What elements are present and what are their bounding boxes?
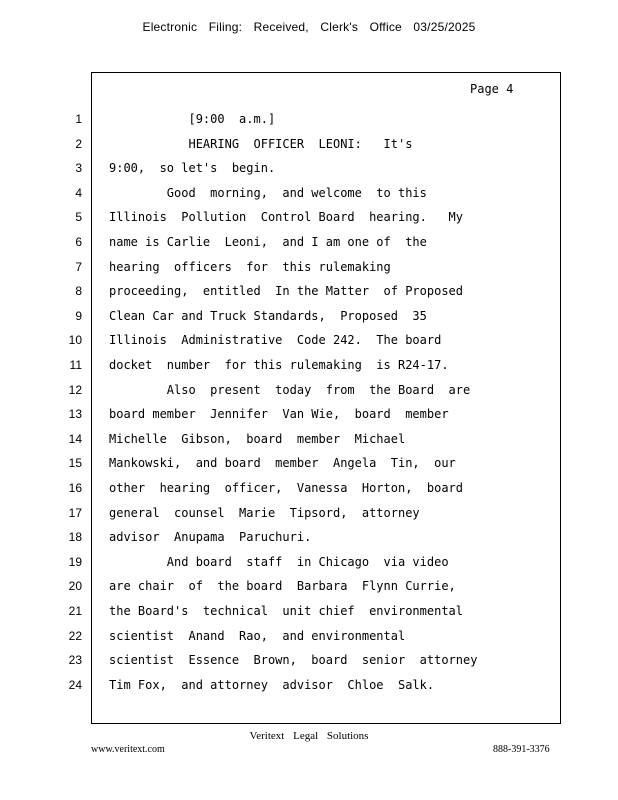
line-number: 14 <box>68 431 82 446</box>
transcript-line <box>0 481 618 501</box>
line-number: 24 <box>68 677 82 692</box>
line-text: advisor Anupama Paruchuri. <box>109 530 312 545</box>
transcript-line <box>0 407 618 427</box>
line-text: [9:00 a.m.] <box>109 112 276 126</box>
line-text: are chair of the board Barbara Flynn Currie, <box>109 579 456 594</box>
line-text: Mankowski, and board member Angela Tin, our <box>109 456 456 471</box>
transcript-line <box>0 579 618 599</box>
line-text: Illinois Administrative Code 242. The board <box>109 333 442 348</box>
transcript-line <box>0 186 618 206</box>
line-text: proceeding, entitled In the Matter of Proposed <box>109 284 464 299</box>
line-text: scientist Essence Brown, board senior attorney <box>109 653 478 668</box>
filing-header: Electronic Filing: Received, Clerk's Office 03/25/2025 <box>142 20 476 34</box>
line-text: Michelle Gibson, board member Michael <box>109 431 406 446</box>
footer-company: Veritext Legal Solutions <box>249 730 369 742</box>
line-number: 13 <box>68 407 82 422</box>
transcript-line <box>0 604 618 624</box>
line-text: Good morning, and welcome to this <box>109 185 427 200</box>
line-number: 11 <box>69 358 82 372</box>
line-number: 21 <box>68 604 82 618</box>
transcript-line <box>0 260 618 280</box>
line-number: 7 <box>75 259 82 274</box>
page-number: Page 4 <box>470 82 514 96</box>
line-number: 19 <box>68 554 82 569</box>
transcript-line <box>0 235 618 255</box>
line-number: 1 <box>75 112 82 126</box>
line-text: the Board's technical unit chief environmental <box>109 604 464 618</box>
transcript-line <box>0 284 618 304</box>
line-number: 8 <box>75 284 82 299</box>
line-text: Tim Fox, and attorney advisor Chloe Salk. <box>109 677 435 692</box>
transcript-line <box>0 629 618 649</box>
line-number: 15 <box>68 456 82 471</box>
line-number: 20 <box>68 579 82 594</box>
transcript-line <box>0 137 618 157</box>
transcript-line <box>0 653 618 673</box>
transcript-line <box>0 383 618 403</box>
transcript-line <box>0 456 618 476</box>
transcript-line <box>0 530 618 550</box>
line-text: hearing officers for this rulemaking <box>109 259 391 274</box>
line-number: 4 <box>75 185 82 200</box>
line-text: Illinois Pollution Control Board hearing. My <box>109 210 464 225</box>
transcript-line <box>0 161 618 181</box>
line-text: HEARING OFFICER LEONI: It's <box>109 136 413 151</box>
line-text: Clean Car and Truck Standards, Proposed 35 <box>109 308 427 323</box>
transcript-line <box>0 112 618 132</box>
line-number: 10 <box>68 333 82 348</box>
line-number: 2 <box>75 136 82 151</box>
line-number: 12 <box>68 382 82 397</box>
line-text: other hearing officer, Vanessa Horton, board <box>109 481 464 495</box>
line-number: 17 <box>68 505 82 520</box>
line-number: 9 <box>75 308 82 323</box>
footer-phone: 888-391-3376 <box>493 744 550 755</box>
line-text: name is Carlie Leoni, and I am one of the <box>109 235 427 249</box>
line-number: 16 <box>68 481 82 495</box>
line-number: 3 <box>75 161 82 176</box>
line-number: 22 <box>68 628 82 643</box>
transcript-line <box>0 309 618 329</box>
line-number: 6 <box>75 235 82 249</box>
line-text: docket number for this rulemaking is R24-17. <box>109 358 449 372</box>
transcript-line <box>0 333 618 353</box>
line-number: 23 <box>68 653 82 668</box>
line-number: 18 <box>68 530 82 545</box>
transcript-line <box>0 210 618 230</box>
line-text: board member Jennifer Van Wie, board member <box>109 407 449 422</box>
transcript-line <box>0 358 618 378</box>
transcript-line <box>0 678 618 698</box>
line-text: 9:00, so let's begin. <box>109 161 276 176</box>
line-number: 5 <box>75 210 82 225</box>
footer-website: www.veritext.com <box>91 744 165 755</box>
transcript-line <box>0 506 618 526</box>
transcript-line <box>0 432 618 452</box>
line-text: scientist Anand Rao, and environmental <box>109 628 406 643</box>
transcript-line <box>0 555 618 575</box>
line-text: general counsel Marie Tipsord, attorney <box>109 505 420 520</box>
line-text: And board staff in Chicago via video <box>109 554 449 569</box>
line-text: Also present today from the Board are <box>109 382 471 397</box>
